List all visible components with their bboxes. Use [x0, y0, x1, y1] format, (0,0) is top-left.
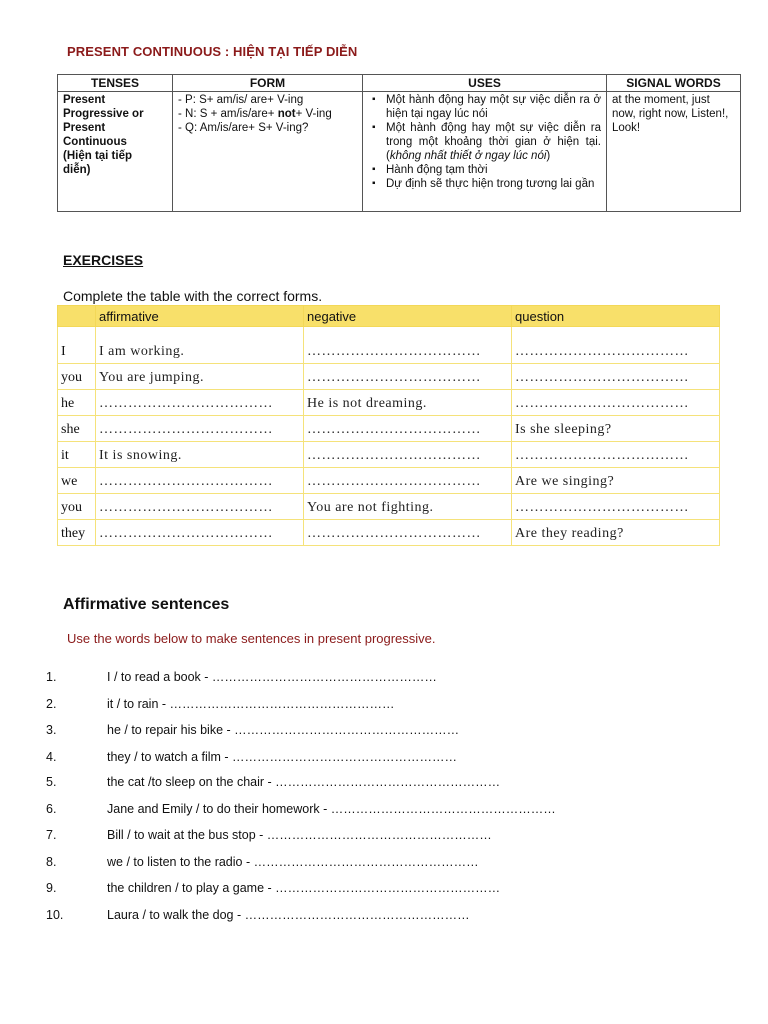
exercises-heading: EXERCISES	[63, 252, 144, 268]
affirmative-heading: Affirmative sentences	[63, 596, 230, 613]
exercises-instruction: Complete the table with the correct forms.	[63, 288, 323, 304]
item-number: 3.	[46, 723, 57, 737]
affirmative-cell[interactable]: ………………………………	[96, 520, 304, 546]
question-cell[interactable]: ………………………………	[512, 327, 720, 364]
negative-cell: You are not fighting.	[304, 494, 512, 520]
item-number: 6.	[46, 802, 57, 816]
form-negative	[178, 107, 357, 121]
table-row	[58, 494, 720, 520]
item-number: 7.	[46, 828, 57, 842]
negative-cell[interactable]: ………………………………	[304, 468, 512, 494]
pronoun-cell: it	[58, 442, 96, 468]
affirmative-cell[interactable]: ………………………………	[96, 494, 304, 520]
list-item	[0, 881, 768, 901]
header-tenses: TENSES	[58, 75, 173, 92]
affirmative-cell[interactable]: ………………………………	[96, 468, 304, 494]
item-number: 4.	[46, 750, 57, 764]
list-item	[0, 908, 768, 928]
pronoun-cell: we	[58, 468, 96, 494]
form-question: - Q: Am/is/are+ S+ V-ing?	[178, 122, 309, 134]
header-affirmative: affirmative	[96, 306, 304, 327]
conjugation-table-header	[58, 306, 720, 327]
header-signal-words: SIGNAL WORDS	[607, 75, 741, 92]
signal-words-cell: at the moment, just now, right now, Listen!, Look!	[607, 92, 741, 212]
table-row	[58, 520, 720, 546]
list-item	[0, 723, 768, 743]
list-item	[0, 855, 768, 875]
pronoun-cell: you	[58, 494, 96, 520]
item-text: we / to listen to the radio - ………………………………………………	[107, 855, 479, 869]
affirmative-cell[interactable]: ………………………………	[96, 390, 304, 416]
negative-cell[interactable]: ………………………………	[304, 442, 512, 468]
list-item	[0, 697, 768, 717]
tense-line: Continuous	[63, 136, 127, 148]
uses-item-text: Một hành động hay một sự việc diễn ra trong một khoảng thời gian ở hiện tại.(	[386, 122, 601, 162]
uses-item-italic: không nhất thiết ở ngay lúc nói	[389, 150, 547, 162]
tense-line: Present	[63, 94, 106, 106]
question-cell: Are they reading?	[512, 520, 720, 546]
question-cell[interactable]: ………………………………	[512, 390, 720, 416]
list-item	[0, 828, 768, 848]
negative-cell[interactable]: ………………………………	[304, 416, 512, 442]
tense-line: diễn)	[63, 164, 91, 176]
tense-cell	[58, 92, 173, 212]
table-row	[58, 327, 720, 364]
pronoun-cell: he	[58, 390, 96, 416]
question-cell[interactable]: ………………………………	[512, 364, 720, 390]
item-text: the cat /to sleep on the chair - ………………………………………………	[107, 775, 501, 789]
question-cell[interactable]: ………………………………	[512, 442, 720, 468]
form-positive: - P: S+ am/is/ are+ V-ing	[178, 94, 304, 106]
affirmative-cell: It is snowing.	[96, 442, 304, 468]
item-number: 1.	[46, 670, 57, 684]
grammar-table-header	[58, 75, 741, 92]
item-text: I / to read a book - ………………………………………………	[107, 670, 437, 684]
tense-line: Present	[63, 122, 106, 134]
question-cell: Are we singing?	[512, 468, 720, 494]
form-negative-prefix: - N: S + am/is/are+	[178, 108, 278, 120]
header-question: question	[512, 306, 720, 327]
item-number: 5.	[46, 775, 57, 789]
form-negative-not: not	[277, 108, 296, 120]
question-cell[interactable]: ………………………………	[512, 494, 720, 520]
uses-list	[368, 93, 601, 191]
item-text: Jane and Emily / to do their homework - ………………………………………………	[107, 802, 556, 816]
item-number: 2.	[46, 697, 57, 711]
table-row	[58, 416, 720, 442]
form-cell	[173, 92, 363, 212]
list-item	[0, 802, 768, 822]
item-text: Bill / to wait at the bus stop - ………………………………………………	[107, 828, 492, 842]
tense-line: Progressive or	[63, 108, 144, 120]
item-number: 10.	[46, 908, 64, 922]
pronoun-cell: she	[58, 416, 96, 442]
item-text: it / to rain - ………………………………………………	[107, 697, 395, 711]
pronoun-cell: I	[58, 327, 96, 364]
item-text: the children / to play a game - ………………………………………………	[107, 881, 501, 895]
question-cell: Is she sleeping?	[512, 416, 720, 442]
pronoun-cell: you	[58, 364, 96, 390]
tense-line: (Hiện tại tiếp	[63, 150, 133, 162]
form-negative-suffix: + V-ing	[295, 108, 332, 120]
header-negative: negative	[304, 306, 512, 327]
negative-cell: He is not dreaming.	[304, 390, 512, 416]
item-text: Laura / to walk the dog - ………………………………………………	[107, 908, 470, 922]
header-pronoun	[58, 306, 96, 327]
uses-item	[386, 121, 601, 163]
list-item	[0, 750, 768, 770]
item-number: 8.	[46, 855, 57, 869]
negative-cell[interactable]: ………………………………	[304, 327, 512, 364]
negative-cell[interactable]: ………………………………	[304, 520, 512, 546]
grammar-table-row	[58, 92, 741, 212]
pronoun-cell: they	[58, 520, 96, 546]
header-uses: USES	[363, 75, 607, 92]
uses-item: ▪ Hành động tạm thời	[386, 163, 601, 177]
list-item	[0, 775, 768, 795]
affirmative-instruction: Use the words below to make sentences in present progressive.	[67, 631, 436, 646]
header-form: FORM	[173, 75, 363, 92]
table-row	[58, 468, 720, 494]
conjugation-table	[57, 305, 720, 546]
table-row	[58, 390, 720, 416]
table-row	[58, 364, 720, 390]
affirmative-cell: You are jumping.	[96, 364, 304, 390]
item-text: they / to watch a film - ………………………………………………	[107, 750, 458, 764]
uses-cell	[363, 92, 607, 212]
table-row	[58, 442, 720, 468]
item-text: he / to repair his bike - ………………………………………………	[107, 723, 460, 737]
page-title: PRESENT CONTINUOUS : HIỆN TẠI TIẾP DIỄN	[67, 44, 358, 59]
negative-cell[interactable]: ………………………………	[304, 364, 512, 390]
uses-item-close: )	[546, 150, 551, 162]
grammar-table	[57, 74, 741, 212]
uses-item: ▪ Dự định sẽ thực hiện trong tương lai gần	[386, 177, 601, 191]
uses-item: ▪ Một hành động hay một sự việc diễn ra ở hiện tại ngay lúc nói	[386, 93, 601, 121]
affirmative-cell: I am working.	[96, 327, 304, 364]
item-number: 9.	[46, 881, 57, 895]
affirmative-cell[interactable]: ………………………………	[96, 416, 304, 442]
list-item	[0, 670, 768, 690]
